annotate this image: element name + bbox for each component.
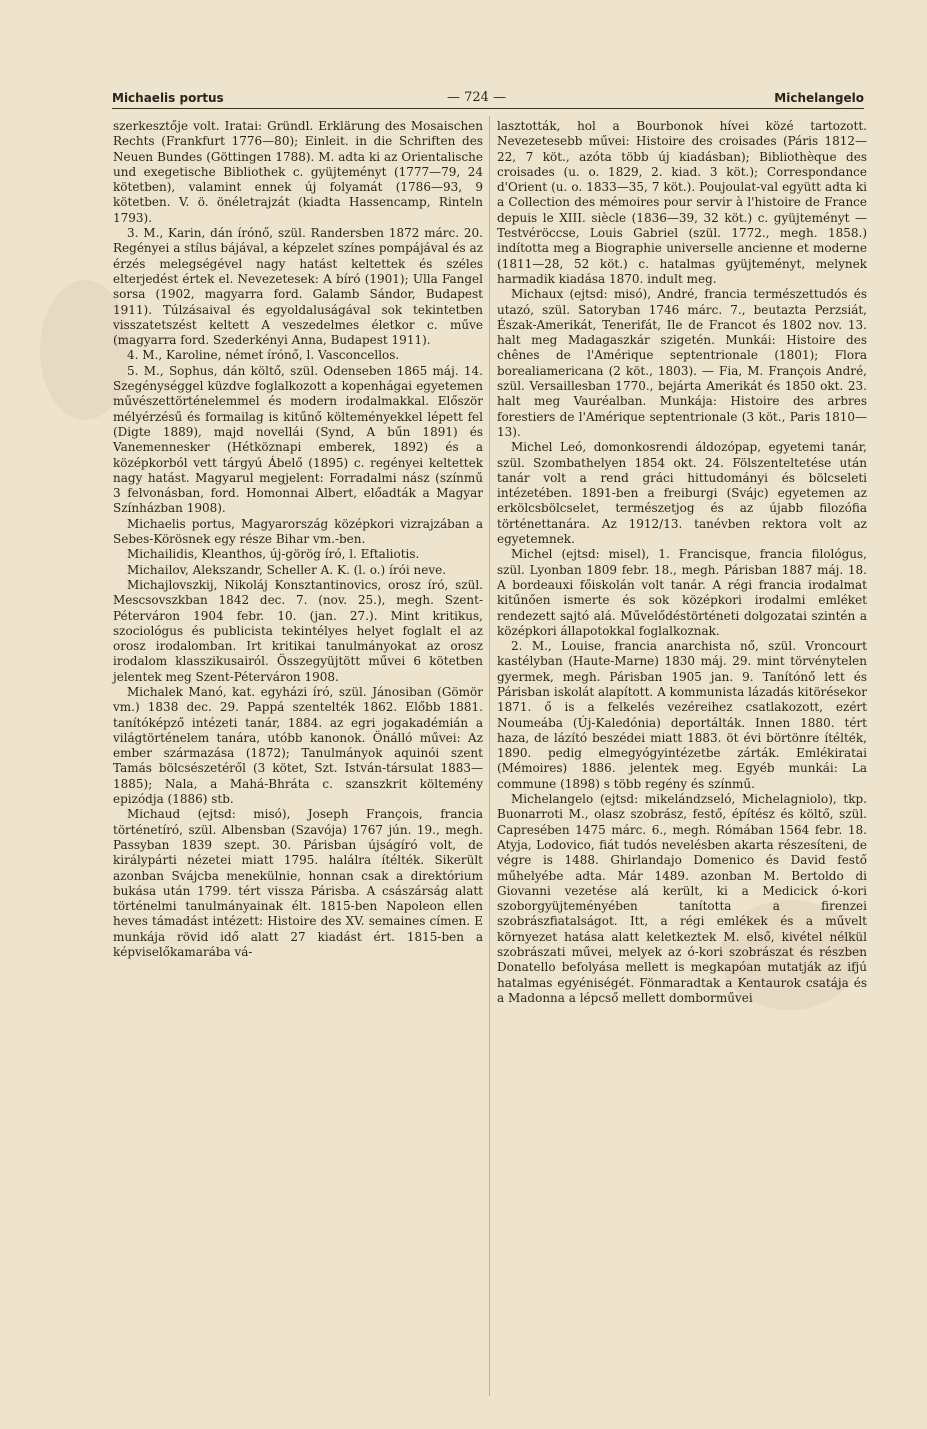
entry-paragraph: Michajlovszkij, Nikoláj Konsztantinovics, orosz író, szül. Mescsovszkban 1842 dec. 7. (nov. 25.), megh. Szent-Péterváron 1904 febr. 10. (jan. 27.). Mint kritikus, szociológus és publicista tekintélyes helyet foglalt el az orosz irodalomban. Irt kritikai tanulmányokat az orosz irodalom klasszikusairól. Összegyüjtött művei 6 kötetben jelentek meg Szent-Péterváron 1908.: [113, 577, 483, 684]
entry-paragraph: Michel Leó, domonkosrendi áldozópap, egyetemi tanár, szül. Szombathelyen 1854 okt. 24. Fölszenteltetése után tanár volt a rend gráci hittudományi és bölcseleti intézetében. 1891-ben a freiburgi (Svájc) egyetemen az erkölcsbölcselet, természetjog és az újabb filozófia történettanára. Az 1912/13. tanévben rektora volt az egyetemnek.: [497, 440, 867, 547]
entry-paragraph: 2. M., Louise, francia anarchista nő, szül. Vroncourt kastélyban (Haute-Marne) 1830 máj. 29. mint törvénytelen gyermek, megh. Párisban 1905 jan. 9. Tanítónő lett és Párisban iskolát alapított. A kommunista lázadás kitörésekor 1871. ő is a felkelés vezéreihez csatlakozott, ezért Noumeába (Új-Kaledónia) deportálták. Innen 1880. tért haza, de lázító beszédei miatt 1883. öt évi börtönre ítélték, 1890. pedig elmegyógyintézetbe zárták. Emlékiratai (Mémoires) 1886. jelentek meg. Egyéb munkái: La commune (1898) s több regény és színmű.: [497, 639, 867, 791]
entry-paragraph: Michailidis, Kleanthos, új-görög író, l. Eftaliotis.: [127, 547, 420, 562]
entry-paragraph: 3. M., Karin, dán írónő, szül. Randersben 1872 márc. 20. Regényei a stílus bájával, a képzelet színes pompájával és az érzés melegségével nagy hatást keltettek és széles elterjedést értek el. Nevezetesek: A bíró (1901); Ulla Fangel sorsa (1902, magyarra ford. Galamb Sándor, Budapest 1911). Túlzásaival és egyoldaluságával sok tekintetben visszatetszést keltett A veszedelmes életkor c. műve (magyarra ford. Szederkényi Anna, Budapest 1911).: [113, 226, 483, 348]
entry-paragraph: Michalek Manó, kat. egyházi író, szül. Jánosiban (Gömör vm.) 1838 dec. 29. Pappá szentelték 1862. Előbb 1881. tanítóképző intézeti tanár, 1884. az egri jogakadémián a világtörténelem tanára, utóbb kanonok. Önálló művei: Az ember származása (1872); Tanulmányok aquinói szent Tamás bölcsészetéről (3 kötet, Szt. István-társulat 1883—1885); Nala, a Mahá-Bhráta c. szanszkrit költemény epizódja (1886) stb.: [113, 684, 483, 807]
page-number: — 724 —: [447, 90, 507, 105]
entry-paragraph: Michaelis portus, Magyarország középkori vizrajzában a Sebes-Körösnek egy része Bihar vm.-ben.: [113, 516, 483, 547]
entry-paragraph: 4. M., Karoline, német írónő, l. Vasconcellos.: [127, 348, 400, 363]
entry-paragraph: 5. M., Sophus, dán költő, szül. Odenseben 1865 máj. 14. Szegénységgel küzdve foglalkozott a kopenhágai egyetemen művészettörténelemmel és modern irodalmakkal. Először mélyérzésű és formailag is kitűnő költeményekkel lépett fel (Digte 1889), majd novellái (Synd, A bűn 1891) és Vanemennesker (Hétköznapi emberek, 1892) és a középkorból vett tárgyú Ábelő (1895) c. regényei keltettek nagy hatást. Magyarul megjelent: Forradalmi nász (színmű 3 felvonásban, ford. Homonnai Albert, előadták a Magyar Színházban 1908).: [113, 363, 483, 516]
entry-paragraph: Michailov, Alekszandr, Scheller A. K. (l. o.) írói neve.: [127, 562, 447, 577]
header-right-guide-word: Michelangelo: [774, 91, 864, 105]
entry-paragraph: lasztották, hol a Bourbonok hívei közé tartozott. Nevezetesebb művei: Histoire des croisades (Páris 1812—22, 7 köt., azóta több új kiadásban); Bibliothèque des croisades (u. o. 1829, 2. kiad. 3 köt.); Correspondance d'Orient (u. o. 1833—35, 7 köt.). Poujoulat-val együtt adta ki a Collection des mémoires pour servir à l'histoire de France depuis le XIII. siècle (1836—39, 32 köt.) c. gyüjteményt — Testvéröccse, Louis Gabriel (szül. 1772., megh. 1858.) indította meg a Biographie universelle ancienne et moderne (1811—28, 52 köt.) c. hatalmas gyüjteményt, melynek harmadik kiadása 1870. indult meg.: [497, 119, 867, 286]
right-column: [497, 119, 867, 1006]
header-left-guide-word: Michaelis portus: [112, 91, 224, 105]
entry-paragraph: szerkesztője volt. Iratai: Gründl. Erklärung des Mosaischen Rechts (Frankfurt 1776—80); Einleit. in die Schriften des Neuen Bundes (Göttingen 1788). M. adta ki az Orientalische und exegetische Bibliothek c. gyüjteményt (1777—79, 24 kötetben), valamint ennek új folyamát (1786—93, 9 kötetben. V. ö. önéletrajzát (kiadta Hassencamp, Rinteln 1793).: [113, 119, 483, 225]
running-header: [112, 86, 864, 109]
left-column: [113, 119, 483, 960]
entry-paragraph: Michaud (ejtsd: misó), Joseph François, francia történetíró, szül. Albensban (Szavója) 1767 jún. 19., megh. Passyban 1839 szept. 30. Párisban újságíró volt, de királypárti nézetei miatt 1795. halálra ítélték. Sikerült azonban Svájcba menekülnie, honnan csak a direktórium bukása után 1799. tért vissza Párisba. A császárság alatt történelmi tanulmányainak élt. 1815-ben Napoleon ellen heves támadást intézett: Histoire des XV. semaines címen. E munkája rövid idő alatt 27 kiadást ért. 1815-ben a képviselőkamarába vá-: [113, 807, 483, 960]
column-divider: [489, 116, 490, 1396]
entry-paragraph: Michelangelo (ejtsd: mikelándzseló, Michelagniolo), tkp. Buonarroti M., olasz szobrász, festő, építész és költő, szül. Capresében 1475 márc. 6., megh. Rómában 1564 febr. 18. Atyja, Lodovico, fiát tudós nevelésben akarta részesíteni, de végre is 1488. Ghirlandajo Domenico és David festő műhelyébe adta. Már 1489. azonban M. Bertoldo di Giovanni vezetése alá került, ki a Medicick ó-kori szoborgyüjteményében tanította a firenzei szobrászfiatalságot. Itt, a régi emlékek és a művelt környezet hatása alatt keletkeztek M. első, kivétel nélkül szobrászati művei, melyek az ó-kori szobrászat és részben Donatello befolyása mellett is megkapóan mutatják az ifjú hatalmas egyéniségét. Fönmaradtak a Kentaurok csatája és a Madonna a lépcső mellett domborművei: [497, 792, 867, 1005]
entry-paragraph: Michel (ejtsd: misel), 1. Francisque, francia filológus, szül. Lyonban 1809 febr. 18., megh. Párisban 1887 máj. 18. A bordeauxi főiskolán volt tanár. A régi francia irodalmat kitűnően ismerte és sok középkori irodalmi emléket rendezett sajtó alá. Művelődéstörténeti dolgozatai szintén a középkori állapotokkal foglalkoznak.: [497, 547, 867, 638]
entry-paragraph: Michaux (ejtsd: misó), André, francia természettudós és utazó, szül. Satoryban 1746 márc. 7., beutazta Perzsiát, Észak-Amerikát, Tenerifát, Ile de Francot és 1802 nov. 13. halt meg Madagaszkár szigetén. Munkái: Histoire des chênes de l'Amérique septentrionale (1801); Flora borealiamericana (2 köt., 1803). — Fia, M. François André, szül. Versaillesban 1770., bejárta Amerikát és 1850 okt. 23. halt meg Vauréalban. Munkája: Histoire des arbres forestiers de l'Amérique septentrionale (3 köt., Paris 1810—13).: [497, 287, 867, 439]
